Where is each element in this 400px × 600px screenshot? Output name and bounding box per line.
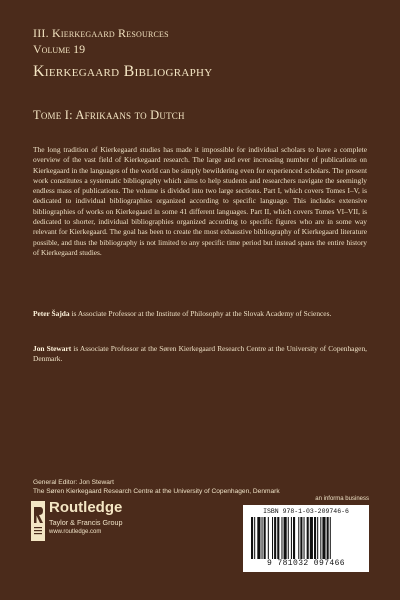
author-bio-text: is Associate Professor at the Søren Kierkegaard Research Centre at the University of Copenhagen, Denmark.	[33, 344, 367, 364]
isbn-label: ISBN 978-1-03-209746-6	[263, 508, 349, 515]
barcode	[243, 505, 369, 572]
editor-affiliation: The Søren Kierkegaard Research Centre at the University of Copenhagen, Denmark	[33, 488, 280, 495]
book-title: Kierkegaard Bibliography	[33, 63, 213, 80]
barcode-bars-icon	[251, 517, 361, 559]
informa-tagline: an informa business	[315, 496, 369, 502]
author-name: Peter Šajda	[33, 309, 70, 318]
series-name: Kierkegaard Resources	[52, 26, 169, 40]
volume-number: Volume 19	[33, 42, 86, 56]
general-editor-note	[33, 478, 373, 496]
author-bio-text: is Associate Professor at the Institute of Philosophy at the Slovak Academy of Sciences.	[69, 309, 332, 318]
author-bio-sajda	[33, 309, 367, 319]
publisher-subtitle: Taylor & Francis Group	[49, 518, 123, 527]
editor-line: General Editor: Jon Stewart	[33, 479, 114, 486]
publisher-url: www.routledge.com	[49, 529, 102, 535]
routledge-logo-icon	[31, 501, 45, 541]
publisher-logo	[31, 499, 153, 571]
author-name: Jon Stewart	[33, 344, 72, 353]
author-bio-stewart	[33, 344, 367, 365]
barcode-digits: 9 781032 097466	[266, 559, 345, 568]
tome-title: Tome I: Afrikaans to Dutch	[33, 108, 185, 122]
series-line	[33, 26, 169, 41]
description-blurb: The long tradition of Kierkegaard studies has made it impossible for individual scholars to have a complete overview of the vast field of Kierkegaard research. The large and ever increasing number of publications on Kierkegaard in the languages of the world can be simply bewildering even for experienced scholars. The present work constitutes a systematic bibliography which aims to help students and researchers navigate the seemingly endless mass of publications. The volume is divided into two large sections. Part I, which covers Tomes I–V, is dedicated to individual bibliographies organized according to specific language. This includes extensive bibliographies of works on Kierkegaard in some 41 different languages. Part II, which covers Tomes VI–VII, is dedicated to shorter, individual bibliographies organized according to specific figures who are in some way relevant for Kierkegaard. The goal has been to create the most exhaustive bibliography of Kierkegaard literature possible, and thus the bibliography is not limited to any specific time period but instead spans the entire history of Kierkegaard studies.	[33, 145, 367, 257]
series-prefix: III.	[33, 26, 52, 40]
publisher-name: Routledge	[49, 499, 123, 516]
